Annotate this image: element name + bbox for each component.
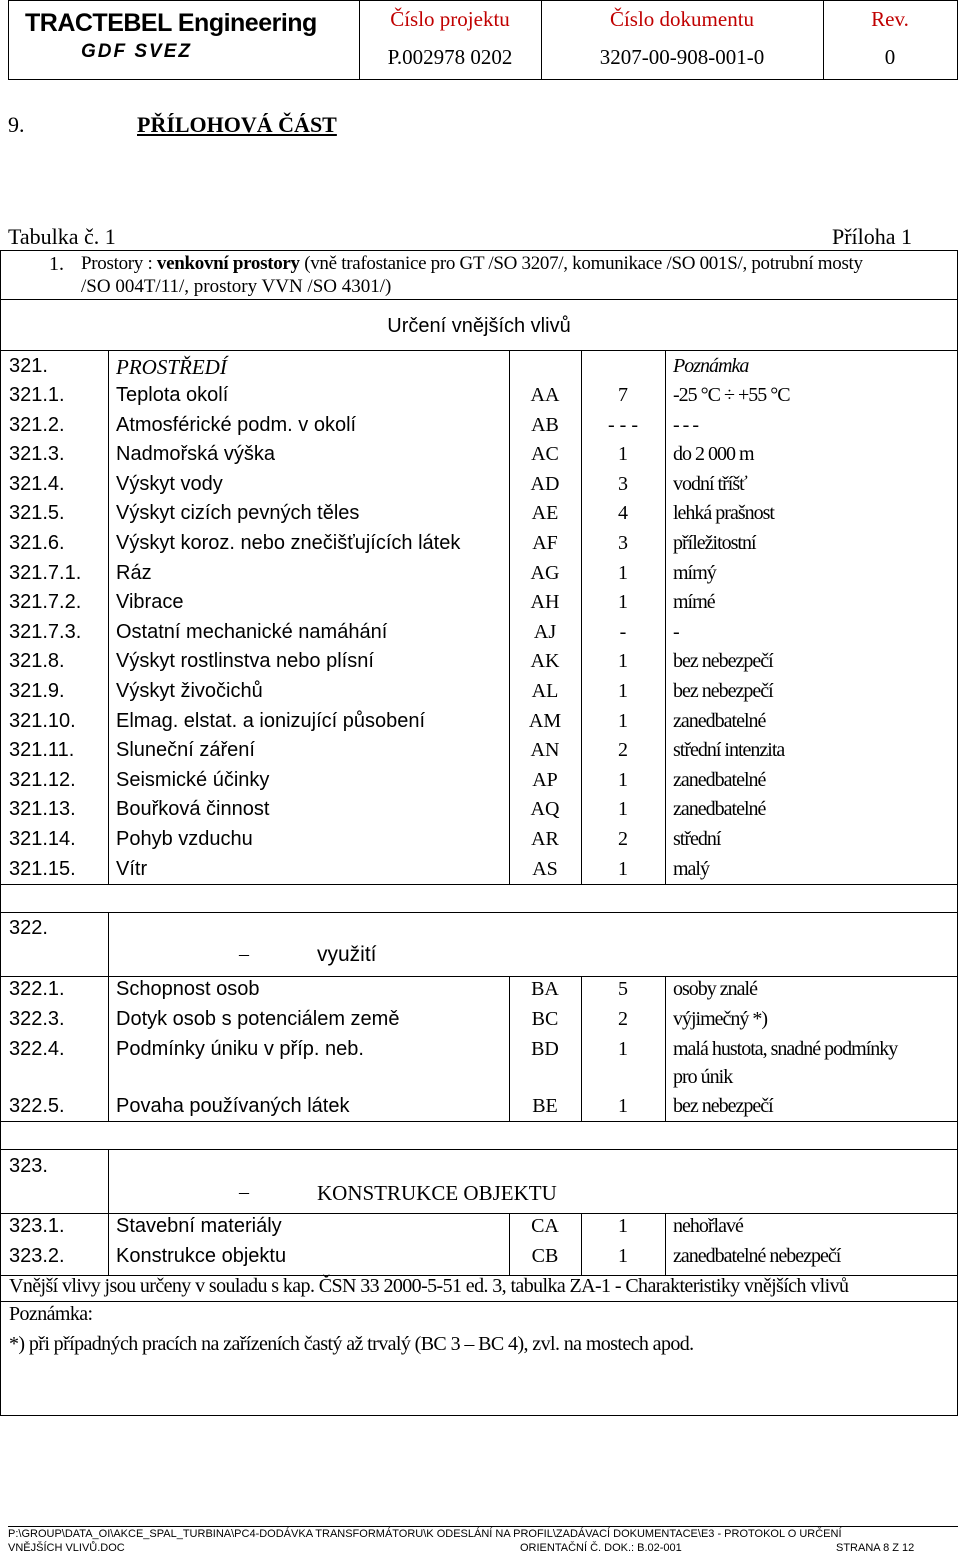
table-row	[1, 384, 959, 414]
row-code: CA	[531, 1215, 559, 1237]
table-row	[1, 1215, 959, 1245]
row-number: 321.2.	[9, 413, 65, 436]
row-name: Podmínky úniku v příp. neb.	[116, 1038, 364, 1060]
footer-path: P:\GROUP\DATA_OI\AKCE_SPAL_TURBINA\PC4-DODÁVKA TRANSFORMÁTORU\K ODESLÁNÍ NA PROFIL\ZADÁVACÍ DOKUMENTACE\E3 - PROTOKOL O URČENÍ	[8, 1528, 842, 1540]
row-number: 321.11.	[9, 739, 75, 762]
table-row	[1, 414, 959, 444]
row-note: osoby znalé	[673, 978, 757, 1000]
row-name: Elmag. elstat. a ionizující působení	[116, 709, 426, 732]
row-code: AN	[530, 739, 560, 762]
intro-rest: (vně trafostanice pro GT /SO 3207/, komunikace /SO 001S/, potrubní mosty	[299, 253, 863, 274]
row-number: 321.5.	[9, 502, 65, 525]
line	[1, 976, 957, 977]
row-name: Stavební materiály	[116, 1215, 282, 1237]
table-row	[1, 978, 959, 1008]
row-code: BC	[531, 1008, 559, 1030]
row-note: zanedbatelné	[673, 709, 766, 732]
row-name: Pohyb vzduchu	[116, 828, 253, 850]
row-number: 322.1.	[9, 978, 65, 1000]
row-note-continued: pro únik	[673, 1066, 733, 1088]
table-row	[1, 1095, 959, 1125]
row-class: 3	[618, 532, 628, 554]
document-label: Číslo dokumentu	[609, 7, 755, 31]
row-code: AE	[531, 502, 559, 525]
row-note: mírné	[673, 591, 715, 614]
row-note: střední	[673, 828, 721, 850]
row-class: 4	[618, 502, 628, 525]
row-name: Bouřková činnost	[116, 798, 270, 821]
row-number: 321.10.	[9, 709, 76, 732]
row-number: 321.1.	[9, 384, 65, 406]
table-row	[1, 443, 959, 473]
row-note: nehořlavé	[673, 1215, 743, 1237]
row-number: 323.1.	[9, 1215, 65, 1237]
row-number: 321.15.	[9, 857, 76, 880]
row-name: Ráz	[116, 561, 152, 584]
row-name: Výskyt živočichů	[116, 680, 263, 702]
logo-cell	[9, 1, 360, 79]
row-code: AS	[532, 857, 558, 880]
document-header	[8, 0, 958, 80]
project-cell	[359, 1, 542, 79]
row-number: 321.9.	[9, 680, 65, 702]
group-title: využití	[317, 943, 377, 966]
row-name: Výskyt vody	[116, 472, 223, 495]
table-row	[1, 650, 959, 680]
document-cell	[541, 1, 824, 79]
row-name: Schopnost osob	[116, 978, 260, 1000]
group-number: 323.	[9, 1155, 48, 1177]
row-number: 321.7.1.	[9, 561, 82, 584]
row-class: 1	[618, 1038, 628, 1060]
row-class: 1	[618, 561, 628, 584]
group-number: 322.	[9, 917, 48, 939]
row-name: Výskyt cizích pevných těles	[116, 502, 360, 525]
intro-bold: venkovní prostory	[156, 253, 300, 274]
document-value: 3207-00-908-001-0	[599, 45, 765, 69]
row-class: 1	[618, 798, 628, 821]
row-class: 3	[618, 472, 628, 495]
footer-path-line2: VNĚJŠÍCH VLIVŮ.DOC	[8, 1542, 125, 1554]
row-code: AR	[531, 828, 559, 850]
row-class: - - -	[608, 413, 638, 436]
table-row	[1, 1038, 959, 1088]
row-number: 321.7.3.	[9, 620, 82, 643]
footer-orientation: ORIENTAČNÍ Č. DOK.: B.02-001	[520, 1542, 682, 1554]
line	[1, 350, 957, 351]
row-class: 1	[618, 443, 628, 466]
group-dash: –	[239, 1181, 249, 1203]
intro-prefix: Prostory :	[81, 253, 157, 274]
table-row	[1, 828, 959, 858]
table-row	[1, 769, 959, 799]
table-row	[1, 798, 959, 828]
row-class: 1	[618, 1095, 628, 1117]
row-class: 1	[618, 591, 628, 614]
row-name: Atmosférické podm. v okolí	[116, 413, 357, 436]
rev-cell	[823, 1, 957, 79]
project-value: P.002978 0202	[387, 45, 513, 69]
table-heading: Určení vnějších vlivů	[387, 315, 571, 337]
row-code: BD	[531, 1038, 559, 1060]
row-number: 321.13.	[9, 798, 76, 821]
row-code: AA	[530, 384, 560, 406]
table-row	[1, 562, 959, 592]
table-row	[1, 532, 959, 562]
table-row	[1, 858, 959, 888]
line	[1, 1213, 957, 1214]
row-code: AD	[530, 472, 560, 495]
group-title: PROSTŘEDÍ	[116, 355, 227, 379]
row-code: CB	[531, 1245, 559, 1267]
row-note: vodní tříšť	[673, 472, 747, 495]
row-note: -	[673, 620, 679, 643]
attachment-label: Příloha 1	[832, 224, 913, 249]
row-name: Konstrukce objektu	[116, 1245, 287, 1267]
row-number: 321.8.	[9, 650, 65, 673]
table-row	[1, 502, 959, 532]
row-code: AP	[532, 768, 558, 791]
row-name: Seismické účinky	[116, 768, 270, 791]
project-label: Číslo projektu	[390, 7, 510, 31]
row-name: Výskyt rostlinstva nebo plísní	[116, 650, 374, 673]
row-class: 5	[618, 978, 628, 1000]
table-row	[1, 1245, 959, 1275]
row-code: AC	[531, 443, 559, 466]
row-number: 323.2.	[9, 1245, 65, 1267]
section-title: PŘÍLOHOVÁ ČÁST	[137, 112, 337, 137]
intro-line2: /SO 004T/11/, prostory VVN /SO 4301/)	[81, 276, 392, 297]
table-row	[1, 473, 959, 503]
rev-label: Rev.	[871, 7, 909, 31]
group-dash: –	[239, 943, 249, 965]
footer-page-number: STRANA 8 Z 12	[836, 1542, 915, 1554]
row-note: malá hustota, snadné podmínky	[673, 1038, 898, 1060]
note-header: Poznámka	[673, 355, 749, 377]
row-name: Vítr	[116, 857, 148, 880]
row-name: Povaha používaných látek	[116, 1095, 350, 1117]
group-number: 321.	[9, 355, 48, 377]
section-number: 9.	[8, 112, 25, 137]
row-name: Ostatní mechanické namáhání	[116, 620, 388, 643]
row-class: 1	[618, 1215, 628, 1237]
row-note: zanedbatelné	[673, 768, 766, 791]
row-number: 322.3.	[9, 1008, 65, 1030]
row-number: 322.4.	[9, 1038, 65, 1060]
row-class: 1	[618, 709, 628, 732]
company-logo-subtitle: GDF SVEZ	[81, 41, 193, 62]
row-class: 1	[618, 650, 628, 673]
row-code: AJ	[533, 620, 557, 643]
row-number: 321.7.2.	[9, 591, 82, 614]
footer-rule	[8, 1526, 958, 1527]
row-name: Výskyt koroz. nebo znečišťujících látek	[116, 532, 461, 554]
row-note: lehká prašnost	[673, 502, 774, 525]
row-note: zanedbatelné nebezpečí	[673, 1245, 841, 1267]
row-code: AK	[530, 650, 560, 673]
company-logo: TRACTEBEL Engineering	[25, 9, 317, 37]
row-number: 321.14.	[9, 828, 76, 850]
group-title: KONSTRUKCE OBJEKTU	[317, 1181, 557, 1205]
row-number: 321.4.	[9, 472, 65, 495]
footnote: *) při případných pracích na zařízeních častý až trvalý (BC 3 – BC 4), zvl. na mostech apod.	[9, 1333, 694, 1355]
line	[1, 1149, 957, 1150]
row-code: AM	[528, 709, 562, 732]
row-note: střední intenzita	[673, 739, 785, 762]
row-class: 1	[618, 680, 628, 702]
row-number: 321.12.	[9, 768, 76, 791]
row-code: BE	[532, 1095, 558, 1117]
row-note: bez nebezpečí	[673, 1095, 773, 1117]
intro-line1	[81, 253, 863, 275]
row-number: 322.5.	[9, 1095, 65, 1117]
row-note: mírný	[673, 561, 716, 584]
table-row	[1, 591, 959, 621]
row-class: 1	[618, 857, 628, 880]
table-row	[1, 680, 959, 710]
row-note: -25 °C ÷ +55 °C	[673, 384, 790, 406]
line	[1, 912, 957, 913]
row-number: 321.3.	[9, 443, 65, 466]
row-note: bez nebezpečí	[673, 680, 773, 702]
note-label: Poznámka:	[9, 1303, 93, 1325]
row-note: výjimečný *)	[673, 1008, 768, 1030]
line	[1, 299, 957, 300]
row-class: 2	[618, 828, 628, 850]
external-influences-table	[0, 250, 958, 1416]
row-note: do 2 000 m	[673, 443, 754, 466]
row-number: 321.6.	[9, 532, 65, 554]
line	[1, 1301, 957, 1302]
row-name: Sluneční záření	[116, 739, 255, 762]
row-class: 7	[618, 384, 628, 406]
row-code: AF	[532, 532, 558, 554]
row-code: AL	[531, 680, 559, 702]
table-row	[1, 1008, 959, 1038]
row-class: 2	[618, 1008, 628, 1030]
row-class: 2	[618, 739, 628, 762]
row-code: BA	[531, 978, 559, 1000]
table-row	[1, 621, 959, 651]
row-note: - - -	[673, 413, 698, 436]
row-note: bez nebezpečí	[673, 650, 773, 673]
standard-note: Vnější vlivy jsou určeny v souladu s kap. ČSN 33 2000-5-51 ed. 3, tabulka ZA-1 - Charakteristiky vnějších vlivů	[9, 1275, 849, 1297]
row-code: AQ	[530, 798, 560, 821]
row-name: Vibrace	[116, 591, 184, 614]
row-code: AG	[530, 561, 560, 584]
row-class: 1	[618, 1245, 628, 1267]
row-code: AB	[531, 413, 559, 436]
rev-value: 0	[884, 45, 896, 69]
row-class: 1	[618, 768, 628, 791]
row-name: Dotyk osob s potenciálem země	[116, 1008, 400, 1030]
table-label: Tabulka č. 1	[8, 224, 116, 249]
row-class: -	[619, 620, 627, 643]
row-code: AH	[530, 591, 560, 614]
row-note: příležitostní	[673, 532, 756, 554]
row-name: Nadmořská výška	[116, 443, 275, 466]
row-note: malý	[673, 857, 709, 880]
table-row	[1, 710, 959, 740]
table-row	[1, 739, 959, 769]
row-name: Teplota okolí	[116, 384, 229, 406]
row-note: zanedbatelné	[673, 798, 766, 821]
intro-number: 1.	[49, 253, 64, 275]
